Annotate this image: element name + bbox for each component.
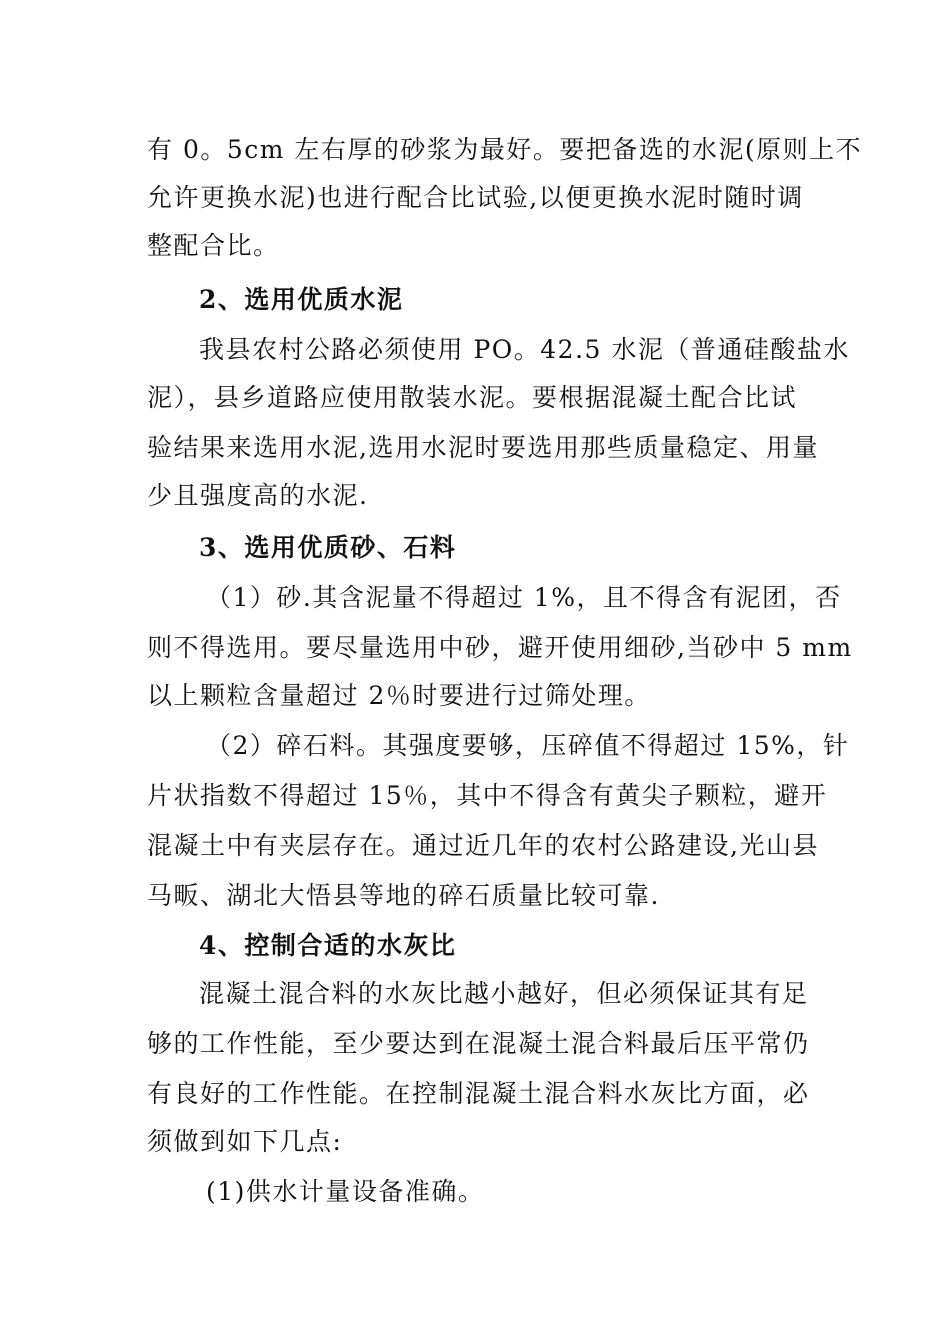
- section-heading-3: 3、选用优质砂、石料: [199, 533, 457, 562]
- paragraph-line: 有良好的工作性能。在控制混凝土混合料水灰比方面，必: [147, 1079, 810, 1108]
- paragraph-line: 混凝土中有夹层存在。通过近几年的农村公路建设,光山县: [147, 831, 819, 860]
- paragraph-line: （2）碎石料。其强度要够，压碎值不得超过 15%，针: [206, 731, 850, 760]
- paragraph-line: 少且强度高的水泥.: [147, 481, 369, 510]
- paragraph-line: 须做到如下几点:: [147, 1127, 343, 1156]
- paragraph-line: (1)供水计量设备准确。: [206, 1177, 485, 1206]
- paragraph-line: 整配合比。: [147, 231, 280, 260]
- paragraph-line: 混凝土混合料的水灰比越小越好，但必须保证其有足: [199, 979, 809, 1008]
- paragraph-line: 马畈、湖北大悟县等地的碎石质量比较可靠.: [147, 881, 660, 910]
- paragraph-line: （1）砂.其含泥量不得超过 1%，且不得含有泥团，否: [206, 583, 842, 612]
- paragraph-line: 够的工作性能，至少要达到在混凝土混合料最后压平常仍: [147, 1029, 810, 1058]
- paragraph-line: 有 0。5cm 左右厚的砂浆为最好。要把备选的水泥(原则上不: [147, 135, 863, 164]
- paragraph-line: 我县农村公路必须使用 PO。42.5 水泥（普通硅酸盐水: [199, 335, 850, 364]
- paragraph-line: 验结果来选用水泥,选用水泥时要选用那些质量稳定、用量: [147, 433, 819, 462]
- section-heading-4: 4、控制合适的水灰比: [199, 931, 457, 960]
- paragraph-line: 泥），县乡道路应使用散装水泥。要根据混凝土配合比试: [147, 383, 798, 412]
- paragraph-line: 以上颗粒含量超过 2％时要进行过筛处理。: [147, 681, 651, 710]
- paragraph-line: 允许更换水泥)也进行配合比试验,以便更换水泥时随时调: [147, 183, 804, 212]
- paragraph-line: 则不得选用。要尽量选用中砂，避开使用细砂,当砂中 5 mm: [147, 633, 853, 662]
- paragraph-line: 片状指数不得超过 15％，其中不得含有黄尖子颗粒，避开: [147, 781, 828, 810]
- section-heading-2: 2、选用优质水泥: [199, 285, 404, 314]
